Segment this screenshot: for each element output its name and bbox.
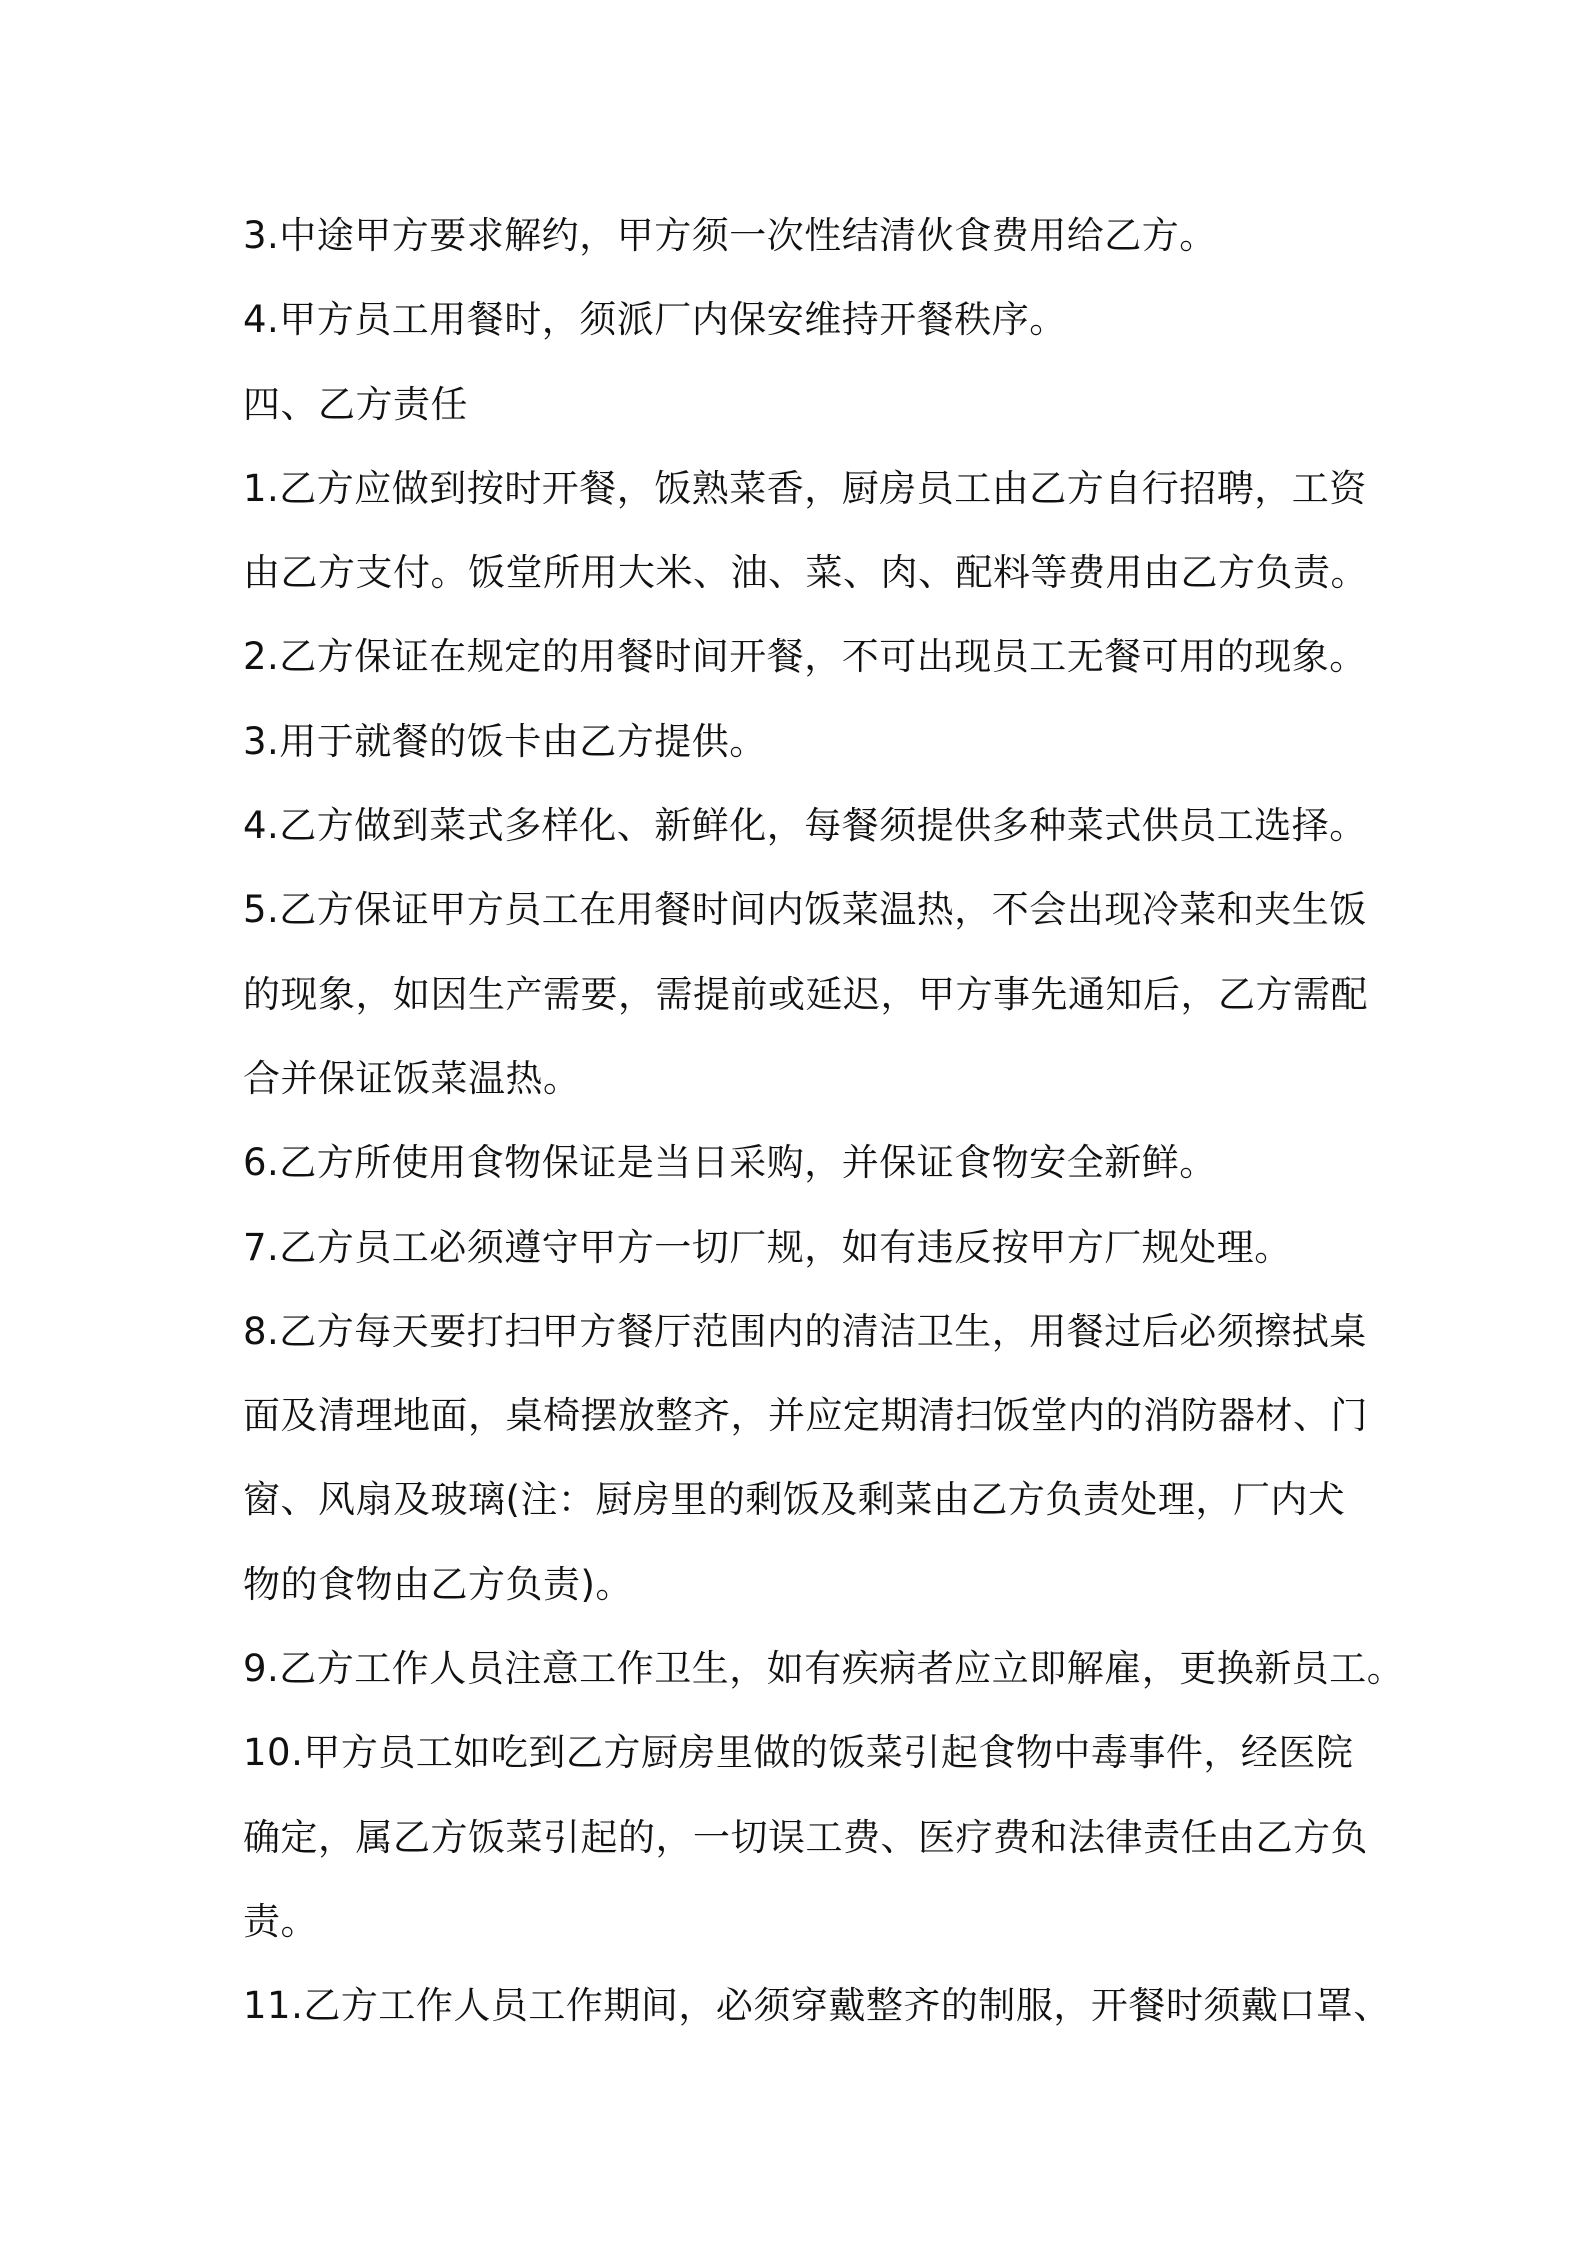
text-line: 物的食物由乙方负责)。 — [243, 1562, 633, 1606]
text-line: 窗、风扇及玻璃(注：厨房里的剩饭及剩菜由乙方负责处理，厂内犬 — [243, 1478, 1346, 1522]
text-line: 4.乙方做到菜式多样化、新鲜化，每餐须提供多种菜式供员工选择。 — [243, 804, 1367, 848]
text-line: 4.甲方员工用餐时，须派厂内保安维持开餐秩序。 — [243, 298, 1067, 342]
text-line: 3.中途甲方要求解约，甲方须一次性结清伙食费用给乙方。 — [243, 214, 1217, 257]
text-line: 3.用于就餐的饭卡由乙方提供。 — [243, 719, 767, 763]
text-line: 确定，属乙方饭菜引起的，一切误工费、医疗费和法律责任由乙方负 — [243, 1815, 1368, 1859]
text-line: 6.乙方所使用食物保证是当日采购，并保证食物安全新鲜。 — [243, 1141, 1217, 1185]
text-line: 8.乙方每天要打扫甲方餐厅范围内的清洁卫生，用餐过后必须擦拭桌 — [243, 1309, 1367, 1353]
text-line: 的现象，如因生产需要，需提前或延迟，甲方事先通知后，乙方需配 — [243, 972, 1368, 1016]
text-line: 合并保证饭菜温热。 — [243, 1056, 581, 1100]
document-body — [243, 194, 1405, 2049]
text-line: 由乙方支付。饭堂所用大米、油、菜、肉、配料等费用由乙方负责。 — [243, 551, 1368, 595]
text-line: 责。 — [243, 1899, 318, 1943]
text-line: 面及清理地面，桌椅摆放整齐，并应定期清扫饭堂内的消防器材、门 — [243, 1394, 1368, 1438]
text-line: 7.乙方员工必须遵守甲方一切厂规，如有违反按甲方厂规处理。 — [243, 1225, 1292, 1269]
text-line: 11.乙方工作人员工作期间，必须穿戴整齐的制服，开餐时须戴口罩、 — [243, 1984, 1391, 2028]
text-line: 9.乙方工作人员注意工作卫生，如有疾病者应立即解雇，更换新员工。 — [243, 1647, 1405, 1691]
section-heading: 四、乙方责任 — [243, 382, 468, 426]
text-line: 1.乙方应做到按时开餐，饭熟菜香，厨房员工由乙方自行招聘，工资 — [243, 466, 1367, 510]
text-line: 10.甲方员工如吃到乙方厨房里做的饭菜引起食物中毒事件，经医院 — [243, 1731, 1354, 1775]
text-line: 5.乙方保证甲方员工在用餐时间内饭菜温热，不会出现冷菜和夹生饭 — [243, 888, 1367, 932]
text-line: 2.乙方保证在规定的用餐时间开餐，不可出现员工无餐可用的现象。 — [243, 635, 1367, 679]
